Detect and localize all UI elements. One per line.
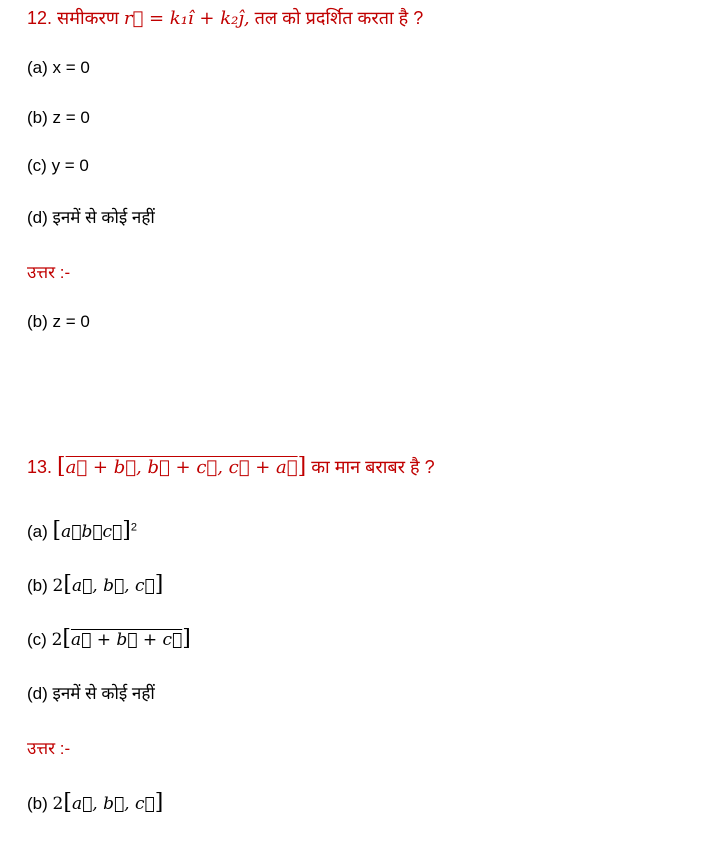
question-12 xyxy=(27,6,423,30)
answer-label: उत्तर :- xyxy=(27,739,71,758)
answer-text: z = 0 xyxy=(52,312,90,331)
option-label: (a) xyxy=(27,58,48,77)
option-power: 2 xyxy=(130,521,137,534)
bracket-open: [ xyxy=(52,518,62,543)
question-expression: a⃗ + b⃗, b⃗ + c⃗, c⃗ + a⃗ xyxy=(65,457,298,478)
option-expression: a⃗b⃗c⃗ xyxy=(61,522,123,542)
option-d xyxy=(27,205,155,228)
option-a xyxy=(27,58,90,78)
option-c xyxy=(27,626,191,651)
option-label: (c) xyxy=(27,156,47,175)
answer-coefficient: 2 xyxy=(52,794,64,814)
bracket-close: ] xyxy=(122,518,131,543)
option-expression: a⃗ + b⃗ + c⃗ xyxy=(70,630,183,650)
bracket-open: [ xyxy=(63,572,72,597)
question-suffix: तल को प्रदर्शित करता है ? xyxy=(254,8,424,28)
option-text: z = 0 xyxy=(52,108,90,127)
option-b xyxy=(27,572,163,597)
answer-label: उत्तर :- xyxy=(27,263,71,282)
option-d xyxy=(27,681,155,704)
answer-expression: a⃗, b⃗, c⃗ xyxy=(71,794,155,814)
question-number: 12. xyxy=(27,8,53,28)
question-prefix: समीकरण xyxy=(57,8,119,28)
option-label: (d) xyxy=(27,208,48,227)
question-suffix: का मान बराबर है ? xyxy=(311,457,435,477)
answer xyxy=(27,312,90,332)
bracket-close: ] xyxy=(182,626,191,651)
answer-option-label: (b) xyxy=(27,312,48,331)
option-label: (d) xyxy=(27,684,48,703)
option-a xyxy=(27,518,137,543)
bracket-close: ] xyxy=(154,572,164,597)
question-13 xyxy=(27,454,435,479)
bracket-close: ] xyxy=(297,454,307,479)
bracket-open: [ xyxy=(62,626,71,651)
option-text: x = 0 xyxy=(52,58,90,77)
option-coefficient: 2 xyxy=(51,630,63,650)
option-coefficient: 2 xyxy=(52,576,64,596)
option-c xyxy=(27,156,89,176)
option-label: (b) xyxy=(27,108,48,127)
answer xyxy=(27,790,163,815)
bracket-open: [ xyxy=(57,454,66,479)
question-equation: r⃗ = k₁î + k₂ĵ, xyxy=(123,8,250,29)
option-expression: a⃗, b⃗, c⃗ xyxy=(71,576,155,596)
answer-option-label: (b) xyxy=(27,794,48,813)
option-text: इनमें से कोई नहीं xyxy=(52,684,155,703)
bracket-close: ] xyxy=(154,790,164,815)
option-label: (b) xyxy=(27,576,48,595)
question-number: 13. xyxy=(27,457,53,477)
option-b xyxy=(27,108,90,128)
option-label: (c) xyxy=(27,630,47,649)
option-text: इनमें से कोई नहीं xyxy=(52,208,155,227)
option-text: y = 0 xyxy=(51,156,89,175)
bracket-open: [ xyxy=(63,790,72,815)
option-label: (a) xyxy=(27,522,48,541)
